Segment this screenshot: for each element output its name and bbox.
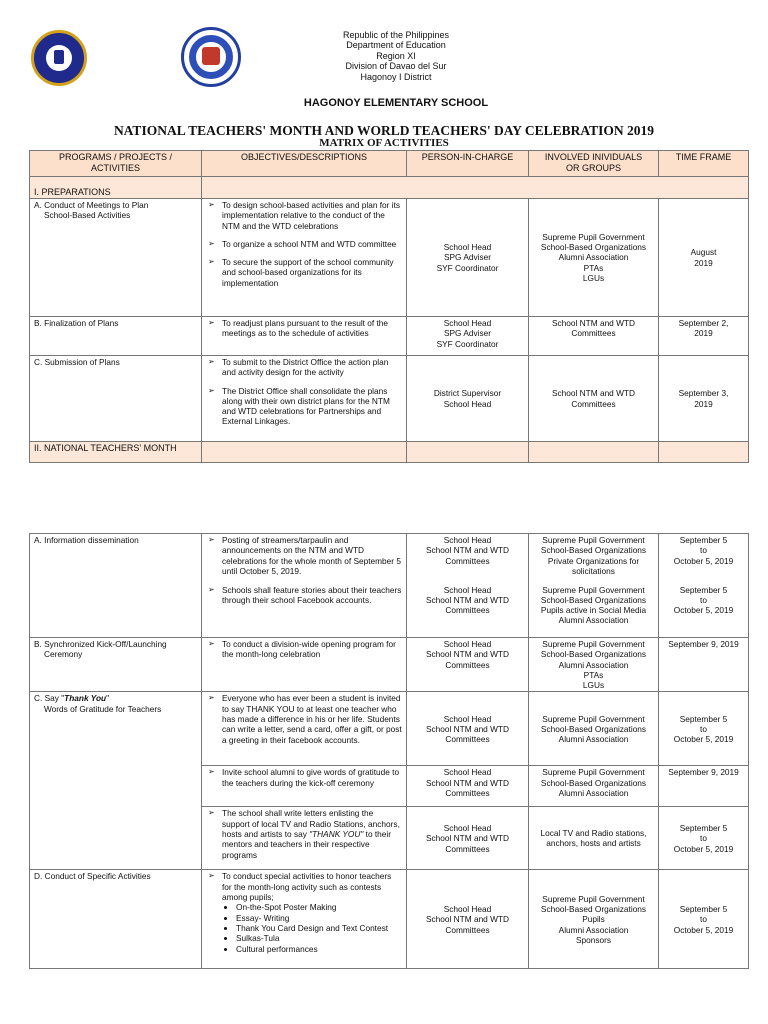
section-row <box>30 442 749 463</box>
col-header-time: TIME FRAME <box>659 151 749 177</box>
program-cell: C. Submission of Plans <box>30 356 202 442</box>
involved-cell: Supreme Pupil Government School-Based Organizations Private Organizations for solicitations <box>529 534 659 584</box>
list-item: • Cultural performances <box>236 944 402 954</box>
time-cell: September 2, 2019 <box>659 317 749 356</box>
table-row <box>30 638 749 692</box>
time-cell: September 9, 2019 <box>659 766 749 807</box>
involved-cell: School NTM and WTD Committees <box>529 317 659 356</box>
time-cell: September 5 to October 5, 2019 <box>659 870 749 969</box>
school-name: HAGONOY ELEMENTARY SCHOOL <box>303 97 489 109</box>
involved-cell: Supreme Pupil Government School-Based Organizations Alumni Association PTAs LGUs <box>529 199 659 317</box>
table-row <box>30 692 749 766</box>
involved-cell: Supreme Pupil Government School-Based Organizations Alumni Association PTAs LGUs <box>529 638 659 692</box>
person-cell: School Head School NTM and WTD Committees <box>407 766 529 807</box>
objectives-cell: ➢ To conduct a division-wide opening program for the month-long celebration <box>202 638 407 692</box>
time-cell: September 3, 2019 <box>659 356 749 442</box>
involved-cell: Local TV and Radio stations, anchors, hosts and artists <box>529 807 659 870</box>
program-cell: A. Information dissemination <box>30 534 202 638</box>
program-cell: A. Conduct of Meetings to Plan School-Based Activities <box>30 199 202 317</box>
letterhead-line: Division of Davao del Sur <box>345 61 447 72</box>
program-cell: B. Finalization of Plans <box>30 317 202 356</box>
time-cell: September 9, 2019 <box>659 638 749 692</box>
list-item: • Essay- Writing <box>236 913 402 923</box>
time-cell: September 5 to October 5, 2019 <box>659 692 749 766</box>
person-cell: School Head School NTM and WTD Committees <box>407 584 529 638</box>
activities-table-page1 <box>29 150 749 463</box>
involved-cell: School NTM and WTD Committees <box>529 356 659 442</box>
col-header-objectives: OBJECTIVES/DESCRIPTIONS <box>202 151 407 177</box>
document-subtitle: MATRIX OF ACTIVITIES <box>319 137 449 149</box>
person-cell: School Head School NTM and WTD Committees <box>407 638 529 692</box>
time-cell: September 5 to October 5, 2019 <box>659 807 749 870</box>
col-header-programs: PROGRAMS / PROJECTS / ACTIVITIES <box>30 151 202 177</box>
contest-list <box>206 902 402 953</box>
person-cell: School Head School NTM and WTD Committees <box>407 807 529 870</box>
involved-cell: Supreme Pupil Government School-Based Organizations Pupils Alumni Association Sponsors <box>529 870 659 969</box>
list-item: • Sulkas-Tula <box>236 933 402 943</box>
program-cell: B. Synchronized Kick-Off/Launching Ceremony <box>30 638 202 692</box>
time-cell: September 5 to October 5, 2019 <box>659 584 749 638</box>
list-item: • On-the-Spot Poster Making <box>236 902 402 912</box>
involved-cell: Supreme Pupil Government School-Based Organizations Alumni Association <box>529 766 659 807</box>
col-header-person: PERSON-IN-CHARGE <box>407 151 529 177</box>
person-cell: School Head School NTM and WTD Committees <box>407 870 529 969</box>
table-row <box>30 356 749 442</box>
objectives-cell: ➢ Schools shall feature stories about their teachers through their school Facebook accounts. <box>202 584 407 638</box>
activities-table-page2 <box>29 533 749 969</box>
person-cell: School Head SPG Adviser SYF Coordinator <box>407 199 529 317</box>
letterhead-line: Republic of the Philippines <box>342 30 450 40</box>
person-cell: School Head School NTM and WTD Committees <box>407 534 529 584</box>
objectives-cell: ➢ To design school-based activities and plan for its implementation relative to the conduct of the NTM and the WTD celebrations ➢ To organize a school NTM and WTD committee ➢ To secure the support of the school community and school-based organizations for its implementation <box>202 199 407 317</box>
section-label: I. PREPARATIONS <box>30 177 202 199</box>
person-cell: School Head School NTM and WTD Committees <box>407 692 529 766</box>
objectives-cell: ➢ Posting of streamers/tarpaulin and announcements on the NTM and WTD celebrations for the whole month of September 5 until October 5, 2019. <box>202 534 407 584</box>
time-cell: September 5 to October 5, 2019 <box>659 534 749 584</box>
objectives-cell: ➢ Invite school alumni to give words of gratitude to the teachers during the kick-off ceremony <box>202 766 407 807</box>
person-cell: District Supervisor School Head <box>407 356 529 442</box>
section-label: II. NATIONAL TEACHERS' MONTH <box>30 442 202 463</box>
involved-cell: Supreme Pupil Government School-Based Organizations Pupils active in Social Media Alumni Association <box>529 584 659 638</box>
objectives-cell: ➢ The school shall write letters enlisting the support of local TV and Radio Stations, anchors, hosts and artists to say "THANK YOU" to their mentors and teachers in their respective programs <box>202 807 407 870</box>
table-row <box>30 534 749 584</box>
objectives-cell: ➢ To conduct special activities to honor teachers for the month-long activity such as contests among pupils; • On-the-Spot Poster Making • Essay- Writing • Thank You Card Design and Text Contest • Sulkas-Tula • Cultural performances <box>202 870 407 969</box>
objectives-cell: ➢ Everyone who has ever been a student is invited to say THANK YOU to at least one teacher who has made a difference in his or her life. Students can write a letter, send a card, offer a gift, or post a greeting in their facebook accounts. <box>202 692 407 766</box>
involved-cell: Supreme Pupil Government School-Based Organizations Alumni Association <box>529 692 659 766</box>
table-row <box>30 199 749 317</box>
letterhead-line: Department of Education <box>346 40 446 51</box>
section-row <box>30 177 749 199</box>
objectives-cell: ➢ To readjust plans pursuant to the result of the meetings as to the schedule of activities <box>202 317 407 356</box>
program-cell: C. Say "Thank You" Words of Gratitude for Teachers <box>30 692 202 870</box>
letterhead-line: Region XI <box>376 50 416 61</box>
document-title: NATIONAL TEACHERS' MONTH AND WORLD TEACHERS' DAY CELEBRATION 2019 <box>113 123 655 138</box>
col-header-involved: INVOLVED INIVIDUALS OR GROUPS <box>529 151 659 177</box>
table-row <box>30 870 749 969</box>
table-row <box>30 317 749 356</box>
table-header-row <box>30 151 749 177</box>
letterhead <box>12 30 768 82</box>
letterhead-line: Hagonoy I District <box>360 71 432 82</box>
time-cell: August 2019 <box>659 199 749 317</box>
program-cell: D. Conduct of Specific Activities <box>30 870 202 969</box>
objectives-cell: ➢ To submit to the District Office the action plan and activity design for the activity ➢ The District Office shall consolidate the plans along with their own district plans for the NTM and WTD celebrations for Partnerships and External Linkages. <box>202 356 407 442</box>
person-cell: School Head SPG Adviser SYF Coordinator <box>407 317 529 356</box>
list-item: • Thank You Card Design and Text Contest <box>236 923 402 933</box>
